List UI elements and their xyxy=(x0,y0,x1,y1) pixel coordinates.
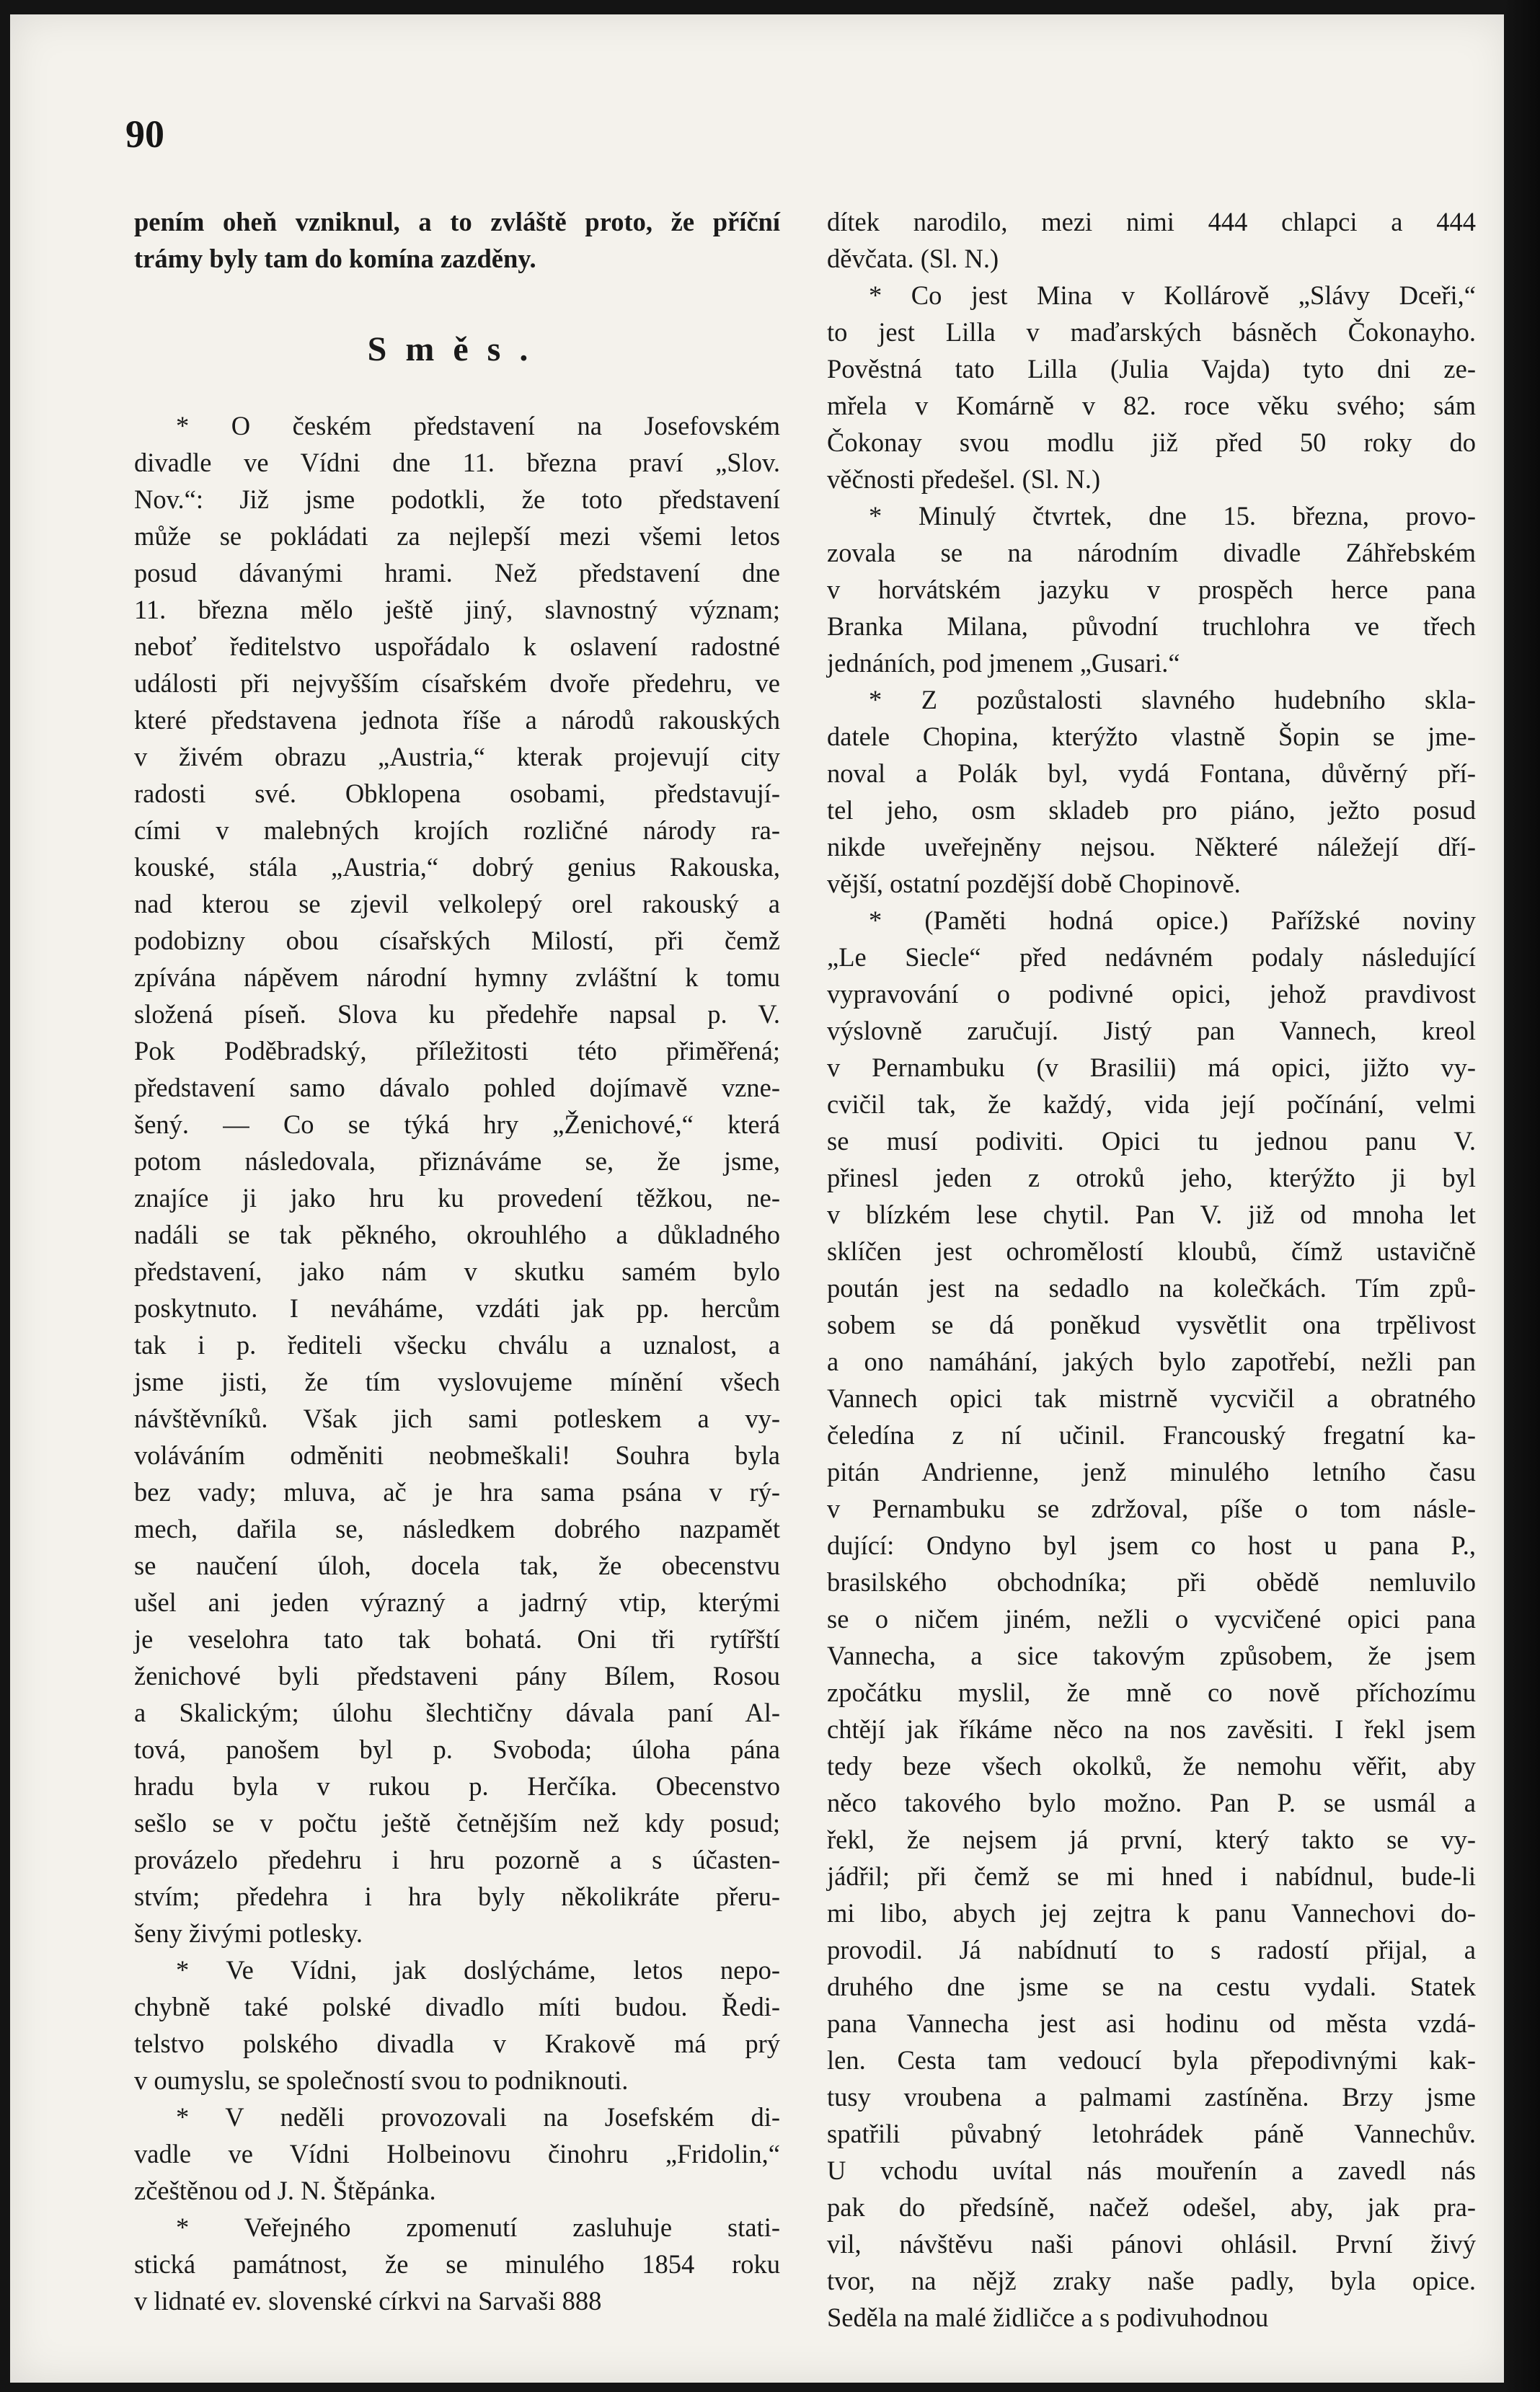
text-line: U vchodu uvítal nás mouřenín a zavedl nás xyxy=(827,2156,1476,2185)
text-line: nikde uveřejněny nejsou. Některé náležejí dří- xyxy=(827,832,1476,861)
text-line: věčnosti předešel. (Sl. N.) xyxy=(827,464,1101,494)
text-line: může se pokládati za nejlepší mezi všemi letos xyxy=(134,521,780,551)
text-line: ženichové byli představeni pány Bílem, Rosou xyxy=(134,1661,780,1691)
text-line: Čokonay svou modlu již před 50 roky do xyxy=(827,428,1476,457)
text-line: v horvátském jazyku v prospěch herce pana xyxy=(827,575,1476,604)
text-line: v oumyslu, se společností svou to podniknouti. xyxy=(134,2065,629,2095)
text-line: ušel ani jeden výrazný a jadrný vtip, kterými xyxy=(134,1587,780,1617)
section-heading: Směs. xyxy=(367,330,547,368)
text-line: Nov.“: Již jsme podotkli, že toto představení xyxy=(134,484,780,514)
text-line: * Ve Vídni, jak doslýcháme, letos nepo- xyxy=(176,1955,780,1985)
text-line: cvičil tak, že každý, vida její počínání, velmi xyxy=(827,1089,1476,1119)
text-line: mřela v Komárně v 82. roce věku svého; sám xyxy=(827,391,1476,420)
right-column-body xyxy=(827,203,1476,2336)
text-line: pitán Andrienne, jenž minulého letního času xyxy=(827,1457,1476,1487)
page-number: 90 xyxy=(125,112,164,156)
text-line: výslovně zaručují. Jistý pan Vannech, kreol xyxy=(827,1016,1476,1045)
text-line: které představena jednota říše a národů rakouských xyxy=(134,705,780,735)
text-line: se naučení úloh, docela tak, že obecenstvu xyxy=(134,1551,780,1580)
text-line: brasilského obchodníka; při obědě nemluvilo xyxy=(827,1567,1476,1597)
text-line: sobem se dá poněkud vysvětlit ona trpělivost xyxy=(827,1310,1476,1339)
text-line: datele Chopina, kterýžto vlastně Šopin se jme- xyxy=(827,722,1476,751)
text-line: tel jeho, osm skladeb pro piáno, ježto posud xyxy=(827,795,1476,825)
text-line: tvor, na nějž zraky naše padly, byla opice. xyxy=(827,2266,1476,2295)
text-line: jednáních, pod jmenem „Gusari.“ xyxy=(827,648,1180,678)
text-line: stvím; předehra i hra byly několikráte přeru- xyxy=(134,1882,780,1911)
text-line: Pok Poděbradský, příležitosti této přiměřená; xyxy=(134,1036,780,1066)
text-line: tusy vroubena a palmami zastíněna. Brzy jsme xyxy=(827,2082,1476,2112)
text-line: se musí podiviti. Opici tu jednou panu V. xyxy=(827,1126,1476,1156)
left-column-body xyxy=(134,407,780,2319)
text-line: znajíce ji jako hru ku provedení těžkou, ne- xyxy=(134,1183,780,1213)
text-line: něco takového bylo možno. Pan P. se usmál a xyxy=(827,1788,1476,1817)
text-line: * Z pozůstalosti slavného hudebního skla- xyxy=(869,685,1476,714)
text-line: nadáli se tak pěkného, okrouhlého a důkladného xyxy=(134,1220,780,1249)
text-line: v lidnaté ev. slovenské církvi na Sarvaši 888 xyxy=(134,2286,602,2316)
text-line: * (Paměti hodná opice.) Pařížské noviny xyxy=(869,905,1476,935)
text-line: zovala se na národním divadle Záhřebském xyxy=(827,538,1476,567)
text-line: šeny živými potlesky. xyxy=(134,1918,363,1948)
text-line: je veselohra tato tak bohatá. Oni tři rytířští xyxy=(134,1624,780,1654)
text-line: přinesl jeden z otroků jeho, kterýžto ji byl xyxy=(827,1163,1476,1192)
text-line: dítek narodilo, mezi nimi 444 chlapci a 444 xyxy=(827,207,1476,236)
text-line: v Pernambuku se zdržoval, píše o tom násle- xyxy=(827,1494,1476,1523)
text-line: jádřil; při čemž se mi hned i nabídnul, bude-li xyxy=(827,1861,1476,1891)
text-line: stická památnost, že se minulého 1854 roku xyxy=(134,2249,780,2279)
text-line: tak i p. řediteli všecku chválu a uznalost, a xyxy=(134,1330,780,1360)
text-line: noval a Polák byl, vydá Fontana, důvěrný pří- xyxy=(827,758,1476,788)
text-line: v blízkém lese chytil. Pan V. již od mnoha let xyxy=(827,1200,1476,1229)
text-line: Vannech opici tak mistrně vycvičil a obratného xyxy=(827,1383,1476,1413)
text-line: * Minulý čtvrtek, dne 15. března, provo- xyxy=(869,501,1476,531)
text-line: tedy beze všech okolků, že nemohu věřit, aby xyxy=(827,1751,1476,1781)
text-line: jsme jisti, že tím vyslovujeme mínění všech xyxy=(134,1367,780,1396)
text-line: cími v malebných krojích rozličné národy ra- xyxy=(134,815,780,845)
text-line: druhého dne jsme se na cestu vydali. Statek xyxy=(827,1972,1476,2001)
text-line: Vannecha, a sice takovým způsobem, že jsem xyxy=(827,1641,1476,1670)
text-line: představení, jako nám v skutku samém bylo xyxy=(134,1257,780,1286)
text-line: a Skalickým; úlohu šlechtičny dávala paní Al- xyxy=(134,1698,780,1727)
text-line: děvčata. (Sl. N.) xyxy=(827,244,999,273)
text-line: hradu byla v rukou p. Herčíka. Obecenstvo xyxy=(134,1771,780,1801)
text-line: šený. — Co se týká hry „Ženichové,“ která xyxy=(134,1109,780,1139)
text-line: nad kterou se zjevil velkolepý orel rakouský a xyxy=(134,889,780,918)
text-line: 11. března mělo ještě jiný, slavnostný význam; xyxy=(134,595,780,624)
text-line: sklíčen jest ochromělostí kloubů, čímž ustavičně xyxy=(827,1236,1476,1266)
text-line: tová, panošem byl p. Svoboda; úloha pána xyxy=(134,1735,780,1764)
text-line: * Co jest Mina v Kollárově „Slávy Dceři,“ xyxy=(869,280,1476,310)
text-line: mech, dařila se, následkem dobrého nazpamět xyxy=(134,1514,780,1543)
text-line: to jest Lilla v maďarských básněch Čokonayho. xyxy=(827,317,1476,347)
text-line: telstvo polského divadla v Krakově má prý xyxy=(134,2029,780,2058)
text-line: mi libo, abych jej zejtra k panu Vannechovi do- xyxy=(827,1898,1476,1928)
text-line: spatřili půvabný letohrádek páně Vannechův. xyxy=(827,2119,1476,2148)
text-line: posud dávanými hrami. Než představení dne xyxy=(134,558,780,588)
text-line: dující: Ondyno byl jsem co host u pana P., xyxy=(827,1531,1476,1560)
text-line: neboť ředitelstvo uspořádalo k oslavení radostné xyxy=(134,632,780,661)
text-line: len. Cesta tam vedoucí byla přepodivnými kak- xyxy=(827,2045,1476,2075)
text-line: Pověstná tato Lilla (Julia Vajda) tyto dni ze- xyxy=(827,354,1476,384)
text-line: Seděla na malé židličce a s podivuhodnou xyxy=(827,2303,1269,2332)
text-line: vil, návštěvu naši pánovi ohlásil. První živý xyxy=(827,2229,1476,2259)
text-line: pak do předsíně, načež odešel, aby, jak pra- xyxy=(827,2192,1476,2222)
text-line: trámy byly tam do komína zazděny. xyxy=(134,244,536,273)
text-line: provodil. Já nabídnutí to s radostí přijal, a xyxy=(827,1935,1476,1964)
text-line: bez vady; mluva, ač je hra sama psána v rý- xyxy=(134,1477,780,1507)
text-line: radosti své. Obklopena osobami, představují- xyxy=(134,779,780,808)
text-line: * V neděli provozovali na Josefském di- xyxy=(176,2102,780,2132)
right-column xyxy=(827,203,1476,2336)
text-line: v živém obrazu „Austria,“ kterak projevují city xyxy=(134,742,780,771)
text-line: podobizny obou císařských Milostí, při čemž xyxy=(134,926,780,955)
text-line: události při nejvyšším císařském dvoře předehru, ve xyxy=(134,668,780,698)
text-line: voláváním odměniti neobmeškali! Souhra byla xyxy=(134,1440,780,1470)
text-line: kouské, stála „Austria,“ dobrý genius Rakouska, xyxy=(134,852,780,882)
text-line: divadle ve Vídni dne 11. března praví „Slov. xyxy=(134,448,780,477)
scan-edge xyxy=(1504,0,1540,2392)
text-line: zpívána nápěvem národní hymny zvláštní k tomu xyxy=(134,962,780,992)
text-line: složená píseň. Slova ku předehře napsal p. V. xyxy=(134,999,780,1029)
text-line: * O českém představení na Josefovském xyxy=(176,411,780,440)
text-line: vadle ve Vídni Holbeinovu činohru „Fridolin,“ xyxy=(134,2139,780,2169)
text-line: vypravování o podivné opici, jehož pravdivost xyxy=(827,979,1476,1009)
text-line: vější, ostatní pozdější době Chopinově. xyxy=(827,869,1241,898)
text-line: zpočátku myslil, že mně co nově příchozímu xyxy=(827,1678,1476,1707)
text-line: a ono namáhání, jakých bylo zapotřebí, nežli pan xyxy=(827,1347,1476,1376)
text-line: * Veřejného zpomenutí zasluhuje stati- xyxy=(176,2212,780,2242)
text-line: představení samo dávalo pohled dojímavě vzne- xyxy=(134,1073,780,1102)
text-line: Branka Milana, původní truchlohra ve třech xyxy=(827,611,1476,641)
text-line: návštěvníků. Však jich sami potleskem a vy- xyxy=(134,1404,780,1433)
text-line: „Le Siecle“ před nedávném podaly následující xyxy=(827,942,1476,972)
left-column xyxy=(134,203,780,2319)
text-line: potom následovala, přiznáváme se, že jsme, xyxy=(134,1146,780,1176)
text-line: provázelo předehru i hru pozorně a s účasten- xyxy=(134,1845,780,1874)
text-line: pana Vannecha jest asi hodinu od města vzdá- xyxy=(827,2008,1476,2038)
text-line: pením oheň vzniknul, a to zvláště proto, že příční xyxy=(134,207,780,236)
text-line: sešlo se v počtu ještě četnějším než kdy posud; xyxy=(134,1808,780,1838)
text-line: poskytnuto. I neváháme, vzdáti jak pp. hercům xyxy=(134,1293,780,1323)
text-line: se o ničem jiném, nežli o vycvičené opici pana xyxy=(827,1604,1476,1634)
text-line: poután jest na sedadlo na kolečkách. Tím způ- xyxy=(827,1273,1476,1303)
text-line: zčeštěnou od J. N. Štěpánka. xyxy=(134,2176,436,2205)
newspaper-page xyxy=(10,14,1510,2383)
text-line: čeledína z ní učinil. Francouský fregatní ka- xyxy=(827,1420,1476,1450)
text-line: chtějí jak říkáme něco na nos zavěsiti. I řekl jsem xyxy=(827,1714,1476,1744)
text-line: řekl, že nejsem já první, který takto se vy- xyxy=(827,1825,1476,1854)
text-line: chybně také polské divadlo míti budou. Ředi- xyxy=(134,1992,780,2021)
text-line: v Pernambuku (v Brasilii) má opici, jižto vy- xyxy=(827,1053,1476,1082)
